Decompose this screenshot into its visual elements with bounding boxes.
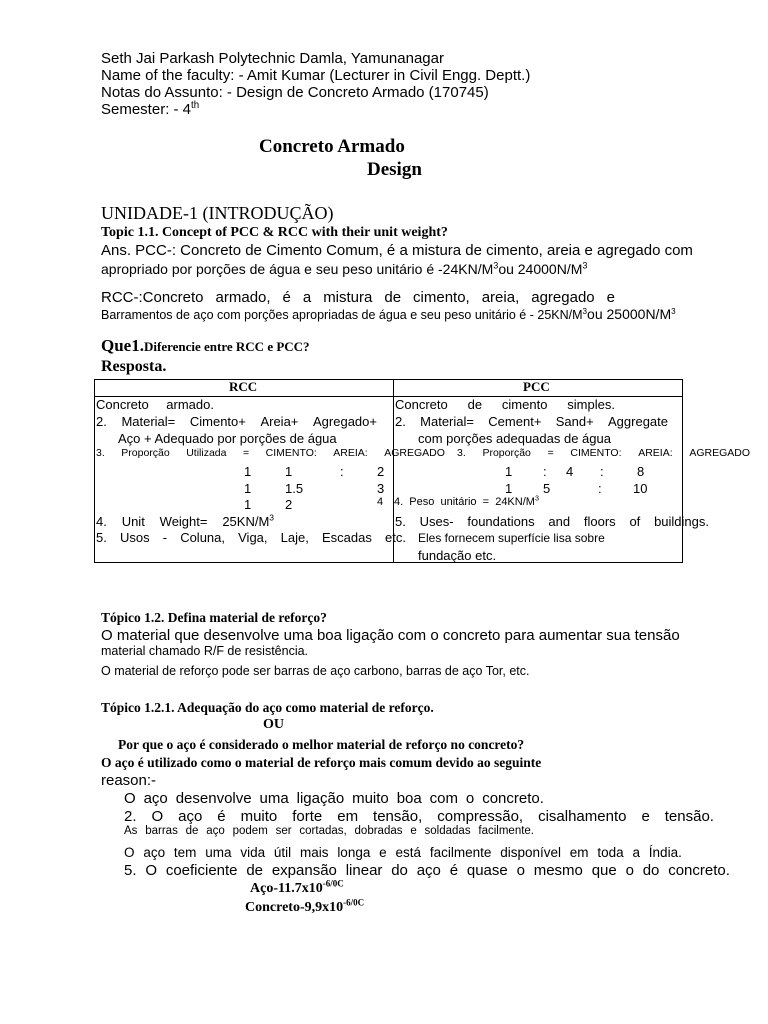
pcc-row-7: fundação etc. xyxy=(418,548,497,563)
topic-1-2-line1: O material que desenvolve uma boa ligação com o concreto para aumentar sua tensão xyxy=(101,627,680,644)
rcc-answer-line2: Barramentos de aço com porções apropriadas de água e seu peso unitário é - $25KN/M^3ou$ $25000N/M^3$ xyxy=(101,306,676,322)
topic-1-2-heading: Tópico 1.2. Defina material de reforço? xyxy=(101,610,327,625)
semester-line: Semester: - 4th xyxy=(101,100,200,118)
rcc-row-5: 5. Usos - Coluna, Viga, Laje, Escadas etc. xyxy=(96,530,406,545)
rcc-ratio-3-a: 1 xyxy=(244,497,252,512)
question-1: Que1.Diferencie entre RCC e PCC? xyxy=(101,336,310,355)
page-title-line2: Design xyxy=(367,159,422,180)
rcc-row-4: 4. Unit Weight= $25KN/M^3$ xyxy=(96,512,274,529)
steel-point-2: 2. O aço é muito forte em tensão, compressão, cisalhamento e tensão. xyxy=(124,808,714,825)
pcc-row-5: 5. Uses- foundations and floors of buildings. xyxy=(395,514,709,529)
table-header-rcc: RCC xyxy=(229,379,258,394)
rcc-ratio-3-d: 4 xyxy=(377,496,384,508)
pcc-ratio-1-e: 8 xyxy=(637,464,645,479)
steel-point-4: O aço tem uma vida útil mais longa e está facilmente disponível em toda a Índia. xyxy=(124,845,682,860)
steel-point-1: O aço desenvolve uma ligação muito boa com o concreto. xyxy=(124,790,544,807)
rcc-ratio-2-b: 1.5 xyxy=(285,481,304,496)
pcc-ratio-1-d: : xyxy=(600,464,604,479)
rcc-answer-line1: RCC-:Concreto armado, é a mistura de cimento, areia, agregado e xyxy=(101,289,615,306)
page-title-line1: Concreto Armado xyxy=(259,136,405,157)
subject-line: Notas do Assunto: - Design de Concreto Armado (170745) xyxy=(101,84,489,101)
resposta-label: Resposta. xyxy=(101,358,167,375)
rcc-ratio-1-a: 1 xyxy=(244,464,252,479)
pcc-ratio-1-b: : xyxy=(543,464,547,479)
pcc-answer-line1: Ans. PCC-: Concreto de Cimento Comum, é a mistura de cimento, areia e agregado com xyxy=(101,242,693,259)
faculty-line: Name of the faculty: - Amit Kumar (Lecturer in Civil Engg. Deptt.) xyxy=(101,67,531,84)
rcc-ratio-2-d: 3 xyxy=(377,481,385,496)
pcc-row-2: 2. Material= Cement+ Sand+ Aggregate xyxy=(395,414,668,429)
rcc-ratio-1-d: 2 xyxy=(377,464,385,479)
rcc-ratio-3-b: 2 xyxy=(285,497,293,512)
topic-1-2-1-heading: Tópico 1.2.1. Adequação do aço como material de reforço. xyxy=(101,700,434,715)
topic-1-2-1-intro: O aço é utilizado como o material de reforço mais comum devido ao seguinte xyxy=(101,755,542,770)
pcc-ratio-2-c: : xyxy=(598,481,602,496)
rcc-row-2b: Aço + Adequado por porções de água xyxy=(118,431,337,446)
steel-point-5: 5. O coeficiente de expansão linear do aço é quase o mesmo que o do concreto. xyxy=(124,862,730,879)
rcc-row-3: 3. Proporção Utilizada = CIMENTO: AREIA: AGREGADO xyxy=(96,447,445,459)
pcc-ratio-2-b: 5 xyxy=(543,481,551,496)
topic-1-2-1-ou: OU xyxy=(263,717,284,732)
steel-coefficient: Aço-$11.7x10^{-6/0C}$ xyxy=(250,878,344,896)
table-header-pcc: PCC xyxy=(523,379,550,394)
rcc-row-2: 2. Material= Cimento+ Areia+ Agregado+ xyxy=(96,414,377,429)
rcc-ratio-1-b: 1 xyxy=(285,464,293,479)
rcc-ratio-2-a: 1 xyxy=(244,481,252,496)
rcc-row-1: Concreto armado. xyxy=(96,397,214,412)
pcc-row-4: 4. Peso unitário = $24KN/M^3$ xyxy=(394,494,539,508)
pcc-ratio-2-d: 10 xyxy=(633,481,648,496)
pcc-ratio-1-c: 4 xyxy=(566,464,574,479)
topic-1-2-line3: O material de reforço pode ser barras de aço carbono, barras de aço Tor, etc. xyxy=(101,664,530,678)
topic-1-2-1-reason: reason:- xyxy=(101,772,157,789)
topic-1-2-line2: material chamado R/F de resistência. xyxy=(101,644,309,658)
pcc-row-2b: com porções adequadas de água xyxy=(418,431,611,446)
pcc-answer-line2: apropriado por porções de água e seu peso unitário é $-24KN/M^3ou$ $24000N/M^3$ xyxy=(101,260,588,277)
topic-1-2-1-question: Por que o aço é considerado o melhor material de reforço no concreto? xyxy=(118,737,525,752)
pcc-row-6: Eles fornecem superfície lisa sobre xyxy=(418,531,605,545)
unit-heading: UNIDADE-1 (INTRODUÇÃO) xyxy=(101,203,334,223)
steel-point-3: As barras de aço podem ser cortadas, dobradas e soldadas facilmente. xyxy=(124,825,534,837)
pcc-ratio-1-a: 1 xyxy=(505,464,513,479)
concrete-coefficient: Concreto-$9,9x10^{-6/0C}$ xyxy=(245,897,365,915)
institution-line: Seth Jai Parkash Polytechnic Damla, Yamunanagar xyxy=(101,50,444,67)
pcc-row-3: 3. Proporção = CIMENTO: AREIA: AGREGADO xyxy=(457,447,750,459)
pcc-ratio-2-a: 1 xyxy=(505,481,513,496)
rcc-ratio-1-c: : xyxy=(340,464,344,479)
topic-1-1-heading: Topic 1.1. Concept of PCC & RCC with their unit weight? xyxy=(101,225,448,240)
pcc-row-1: Concreto de cimento simples. xyxy=(395,397,615,412)
